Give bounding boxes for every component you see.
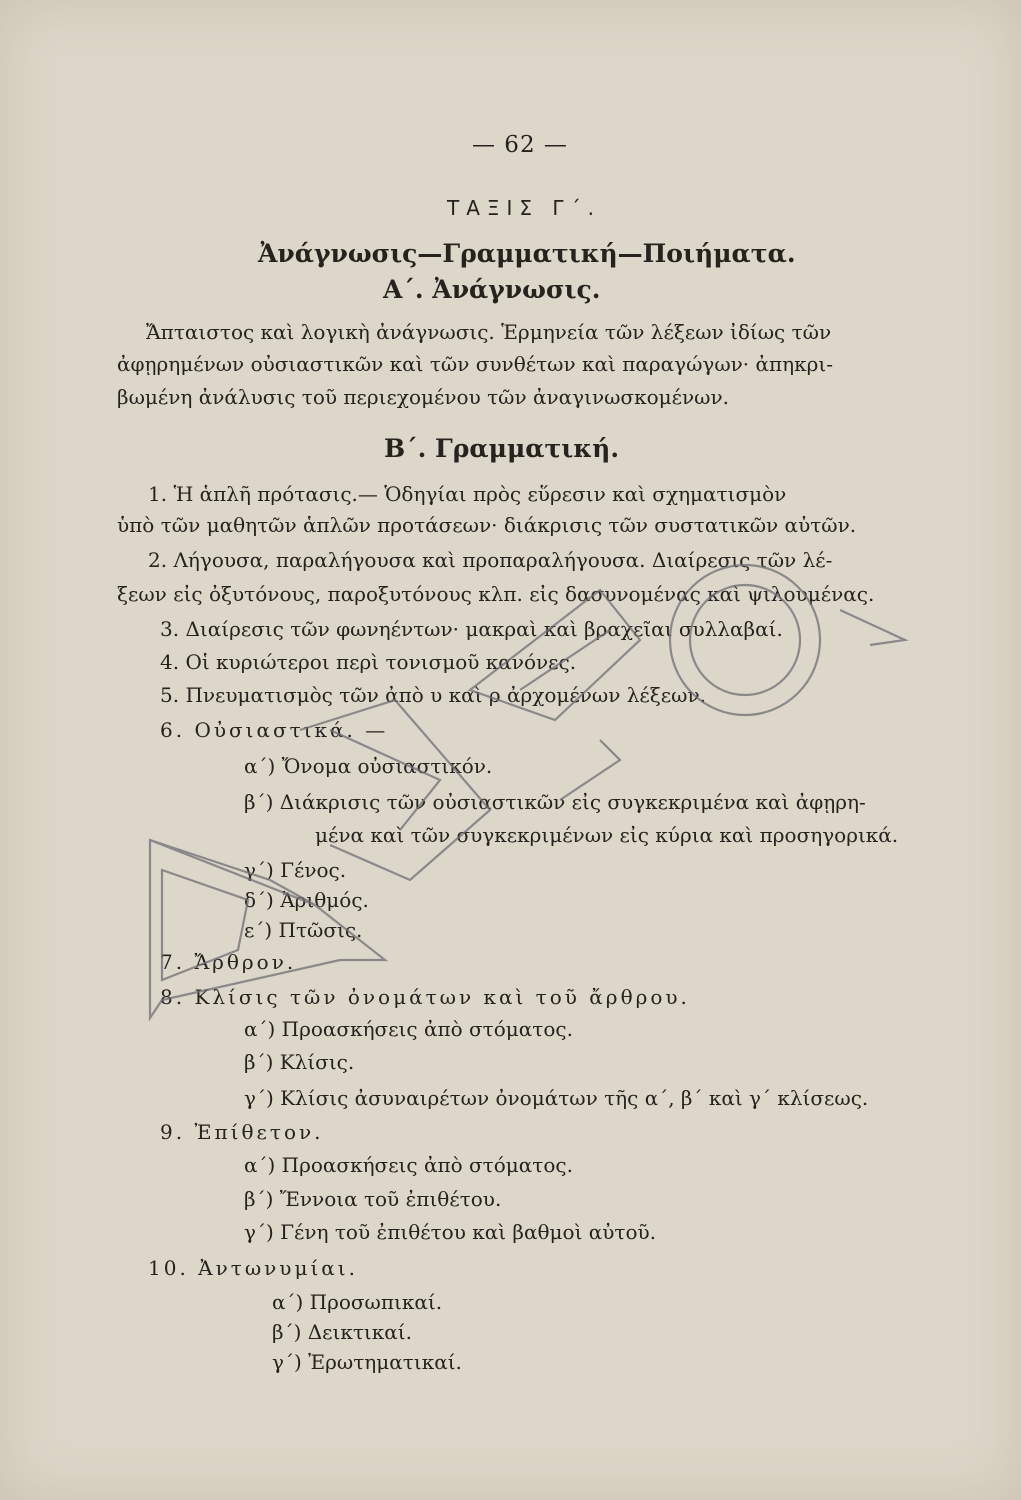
grammar-line: 8. Κλίσις τῶν ὀνομάτων καὶ τοῦ ἄρθρου.	[160, 985, 690, 1009]
section-a-line: ἀφῃρημένων οὐσιαστικῶν καὶ τῶν συνθέτων καὶ παραγώγων· ἀπηκρι-	[117, 352, 834, 376]
class-heading: ΤΑΞΙΣ Γ΄.	[447, 196, 601, 220]
grammar-line: α΄) Προσωπικαί.	[272, 1290, 443, 1314]
grammar-line: α΄) Προασκήσεις ἀπὸ στόματος.	[244, 1153, 573, 1177]
grammar-line: 2. Λήγουσα, παραλήγουσα καὶ προπαραλήγουσα. Διαίρεσις τῶν λέ-	[148, 548, 833, 572]
grammar-line: δ΄) Ἀριθμός.	[244, 888, 369, 912]
grammar-line: 3. Διαίρεσις τῶν φωνηέντων· μακραὶ καὶ βραχεῖαι συλλαβαί.	[160, 617, 783, 641]
grammar-line: 9. Ἐπίθετον.	[160, 1120, 324, 1144]
section-a-heading: Α΄. Ἀνάγνωσις.	[383, 275, 601, 304]
grammar-line: μένα καὶ τῶν συγκεκριμένων εἰς κύρια καὶ προσηγορικά.	[315, 823, 899, 847]
grammar-line: γ΄) Γένος.	[244, 858, 347, 882]
grammar-line: ε΄) Πτῶσις.	[244, 918, 363, 942]
grammar-line: β΄) Ἔννοια τοῦ ἐπιθέτου.	[244, 1187, 502, 1211]
grammar-line: 7. Ἄρθρον.	[160, 950, 297, 974]
grammar-line: α΄) Προασκήσεις ἀπὸ στόματος.	[244, 1017, 573, 1041]
section-a-line: Ἄπταιστος καὶ λογικὴ ἀνάγνωσις. Ἑρμηνεία τῶν λέξεων ἰδίως τῶν	[146, 320, 832, 344]
grammar-line: ὑπὸ τῶν μαθητῶν ἁπλῶν προτάσεων· διάκρισις τῶν συστατικῶν αὐτῶν.	[117, 513, 857, 537]
grammar-line: γ΄) Ἐρωτηματικαί.	[272, 1350, 462, 1374]
grammar-line: α΄) Ὄνομα οὐσιαστικόν.	[244, 754, 493, 778]
grammar-line: β΄) Διάκρισις τῶν οὐσιαστικῶν εἰς συγκεκριμένα καὶ ἀφῃρη-	[244, 790, 866, 814]
grammar-line: 6. Οὐσιαστικά. —	[160, 718, 389, 742]
section-a-line: βωμένη ἀνάλυσις τοῦ περιεχομένου τῶν ἀναγινωσκομένων.	[117, 385, 729, 409]
grammar-line: β΄) Δεικτικαί.	[272, 1320, 412, 1344]
grammar-line: γ΄) Κλίσις ἀσυναιρέτων ὀνομάτων τῆς α΄, β΄ καὶ γ΄ κλίσεως.	[244, 1086, 869, 1110]
grammar-line: 5. Πνευματισμὸς τῶν ἀπὸ υ καὶ ρ ἀρχομένων λέξεων.	[160, 683, 706, 707]
grammar-line: 4. Οἱ κυριώτεροι περὶ τονισμοῦ κανόνες.	[160, 650, 577, 674]
main-title: Ἀνάγνωσις—Γραμματική—Ποιήματα.	[258, 239, 796, 268]
page-number: — 62 —	[472, 132, 568, 158]
grammar-line: γ΄) Γένη τοῦ ἐπιθέτου καὶ βαθμοὶ αὐτοῦ.	[244, 1220, 657, 1244]
grammar-line: β΄) Κλίσις.	[244, 1050, 355, 1074]
grammar-line: 1. Ἡ ἁπλῆ πρότασις.— Ὁδηγίαι πρὸς εὕρεσιν καὶ σχηματισμὸν	[148, 482, 787, 506]
section-b-heading: Β΄. Γραμματική.	[384, 434, 620, 463]
grammar-line: 10. Ἀντωνυμίαι.	[148, 1256, 358, 1280]
grammar-line: ξεων εἰς ὀξυτόνους, παροξυτόνους κλπ. εἰς δασυνομένας καὶ ψιλουμένας.	[117, 582, 875, 606]
